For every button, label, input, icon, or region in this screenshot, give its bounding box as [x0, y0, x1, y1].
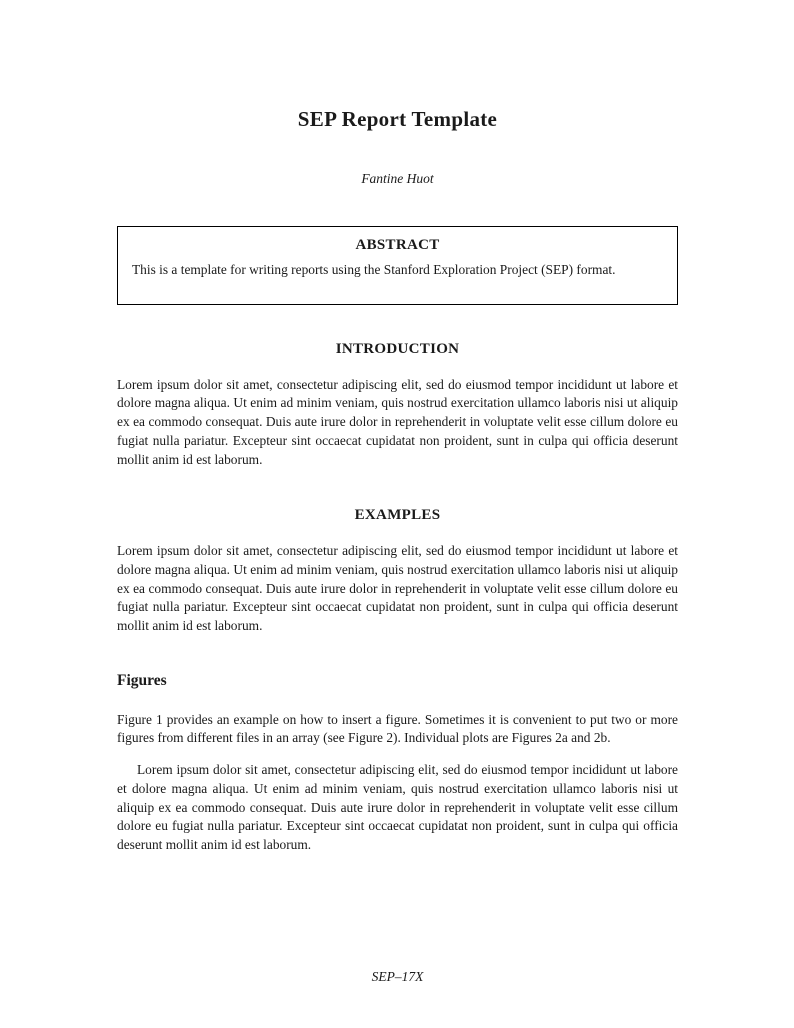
section-heading-examples: EXAMPLES [354, 507, 441, 524]
document-content [117, 0, 678, 855]
examples-paragraph: Lorem ipsum dolor sit amet, consectetur adipiscing elit, sed do eiusmod tempor incididunt ut labore et dolore magna aliqua. Ut enim ad minim veniam, quis nostrud exercitation ullamco laboris nisi ut aliquip ex ea commodo consequat. Duis aute irure dolor in reprehenderit in voluptate velit esse cillum dolore eu fugiat nulla pariatur. Excepteur sint occaecat cupidatat non proident, sunt in culpa qui officia deserunt mollit anim id est laborum. [117, 543, 678, 634]
abstract-text: This is a template for writing reports using the Stanford Exploration Project (SEP) format. [132, 262, 616, 277]
abstract-box [117, 226, 678, 305]
document-title: SEP Report Template [297, 107, 498, 131]
introduction-paragraph: Lorem ipsum dolor sit amet, consectetur adipiscing elit, sed do eiusmod tempor incididunt ut labore et dolore magna aliqua. Ut enim ad minim veniam, quis nostrud exercitation ullamco laboris nisi ut aliquip ex ea commodo consequat. Duis aute irure dolor in reprehenderit in voluptate velit esse cillum dolore eu fugiat nulla pariatur. Excepteur sint occaecat cupidatat non proident, sunt in culpa qui officia deserunt mollit anim id est laborum. [117, 376, 678, 467]
document-author: Fantine Huot [361, 171, 434, 186]
abstract-heading: ABSTRACT [355, 237, 440, 253]
page-footer: SEP–17X [371, 969, 424, 984]
section-heading-introduction: INTRODUCTION [335, 340, 460, 357]
figures-paragraph-1: Figure 1 provides an example on how to insert a figure. Sometimes it is convenient to put two or more figures from different files in an array (see Figure 2). Individual plots are Figures 2a and 2b. [117, 711, 678, 746]
figures-paragraph-2: Lorem ipsum dolor sit amet, consectetur adipiscing elit, sed do eiusmod tempor incididunt ut labore et dolore magna aliqua. Ut enim ad minim veniam, quis nostrud exercitation ullamco laboris nisi ut aliquip ex ea commodo consequat. Duis aute irure dolor in reprehenderit in voluptate velit esse cillum dolore eu fugiat nulla pariatur. Excepteur sint occaecat cupidatat non proident, sunt in culpa qui officia deserunt mollit anim id est laborum. [117, 762, 678, 852]
subsection-heading-figures: Figures [117, 671, 167, 689]
